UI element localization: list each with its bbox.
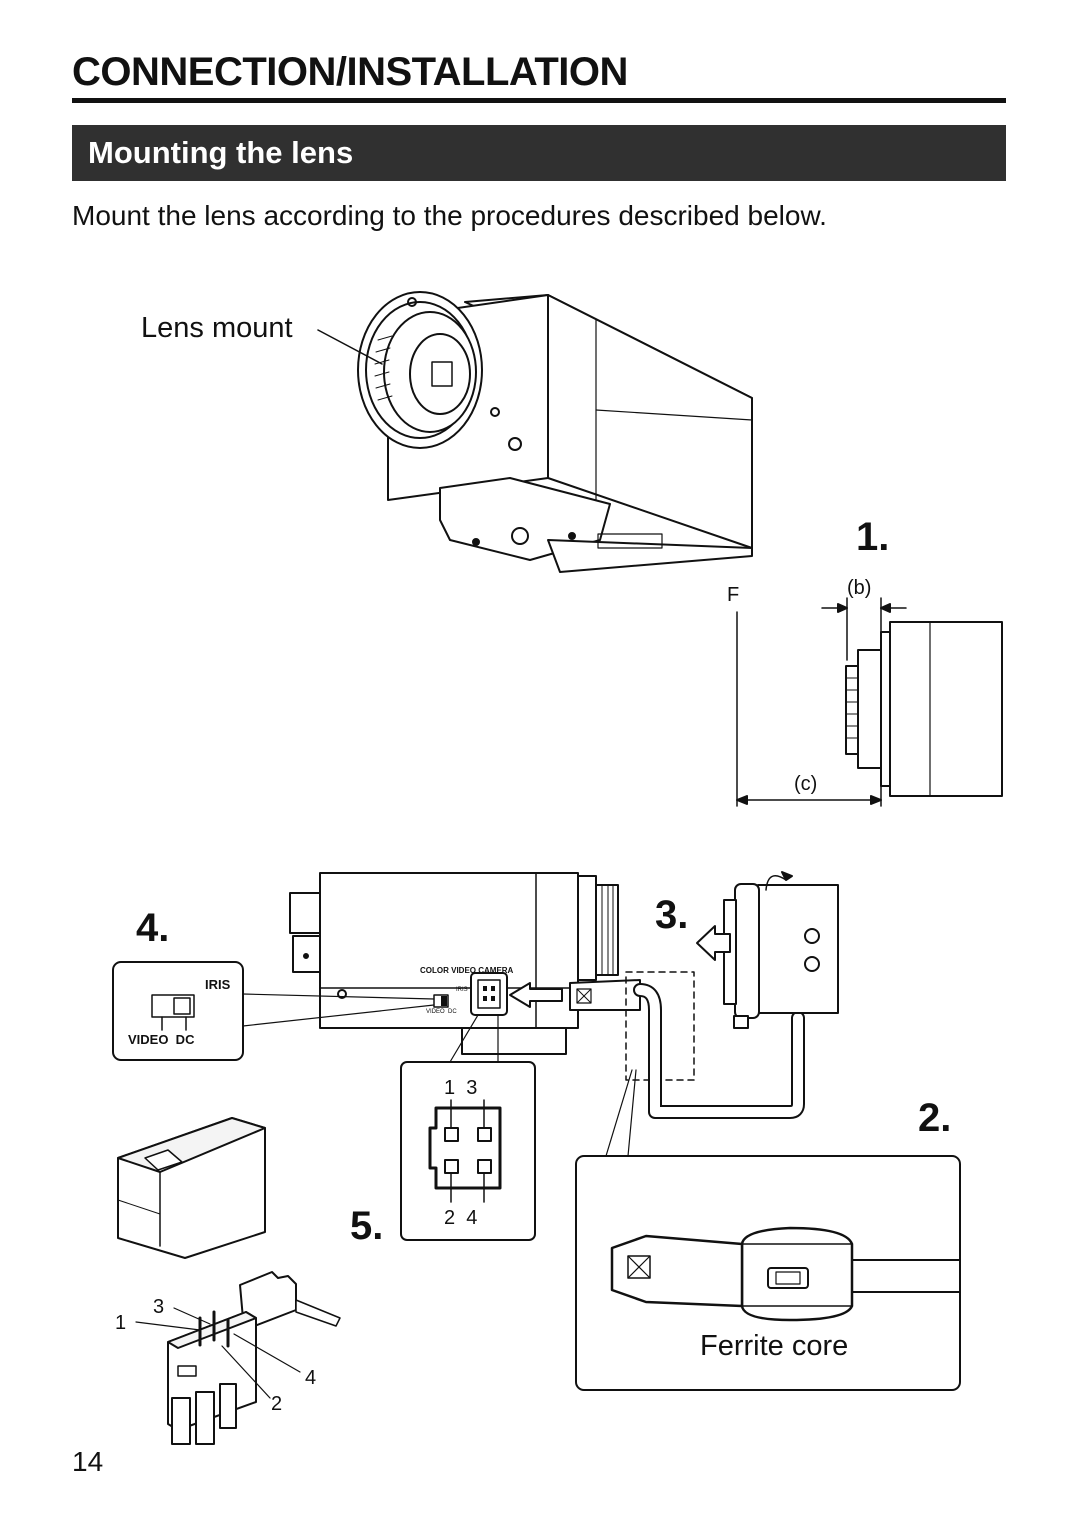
flange-label: F (727, 584, 740, 606)
section-title: CONNECTION/INSTALLATION (72, 50, 628, 94)
pin-label-bottom: 2 4 (444, 1207, 478, 1229)
iris-switch-label: IRIS (205, 977, 231, 992)
plug-internals-drawing (136, 1272, 340, 1444)
video-dc-switch-label: VIDEO DC (128, 1032, 195, 1047)
step-3-label: 3. (655, 893, 689, 937)
step-2-label: 2. (918, 1096, 952, 1140)
plug-cover-drawing (118, 1118, 265, 1258)
plug-pin-3-label: 3 (153, 1296, 165, 1318)
page-number: 14 (72, 1446, 104, 1477)
step-1-label: 1. (856, 515, 890, 559)
lens-mount-label: Lens mount (141, 312, 293, 344)
plug-pin-4-label: 4 (305, 1367, 317, 1389)
step-4-label: 4. (136, 906, 170, 950)
step-5-label: 5. (350, 1204, 384, 1248)
dimension-c-label: (c) (794, 773, 818, 795)
ferrite-core-label: Ferrite core (700, 1330, 849, 1362)
intro-text: Mount the lens according to the procedures described below. (72, 200, 827, 231)
camera-body-label: COLOR VIDEO CAMERA (420, 966, 514, 975)
camera-body-drawing (318, 292, 752, 572)
plug-pin-2-label: 2 (271, 1393, 283, 1415)
pin-label-top: 1 3 (444, 1077, 478, 1099)
video-dc-small-label: VIDEO DC (426, 1009, 457, 1015)
plug-pin-1-label: 1 (115, 1312, 127, 1334)
camera-side-view-drawing (290, 872, 838, 1112)
dimension-b-label: (b) (847, 577, 872, 599)
flange-dimension-drawing (737, 598, 1002, 806)
subsection-heading: Mounting the lens (72, 125, 1006, 181)
iris-switch-small-label: IRIS (456, 987, 468, 993)
